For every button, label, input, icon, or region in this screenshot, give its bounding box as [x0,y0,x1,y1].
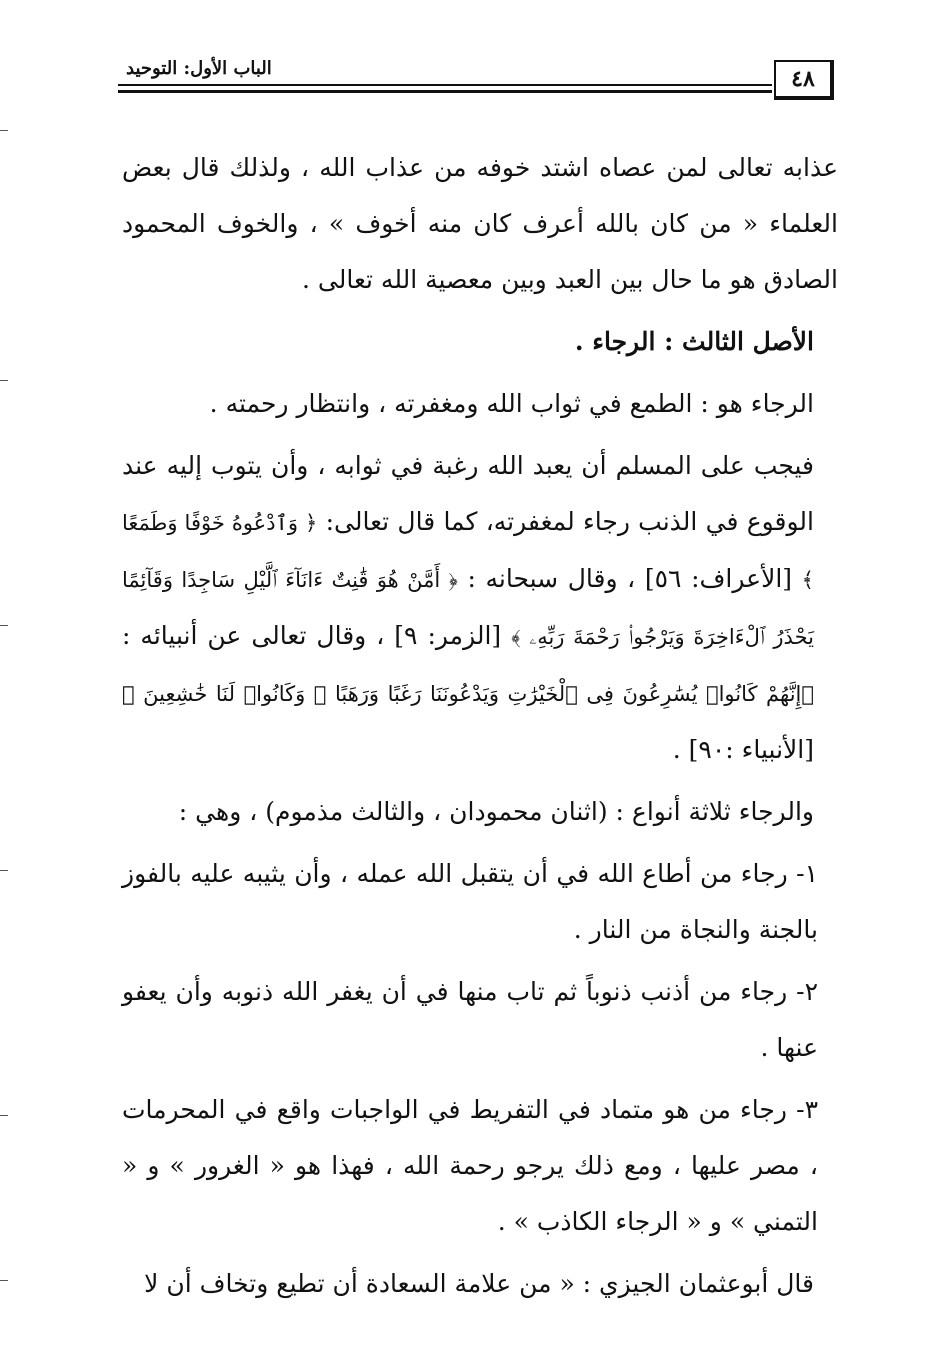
margin-mark [0,130,8,131]
margin-mark [0,625,8,626]
paragraph-hope-types: والرجاء ثلاثة أنواع : (اثنان محمودان ، والثالث مذموم) ، وهي : [178,797,814,826]
page-header [118,54,842,104]
verse-reference: [الزمر: ٩] ، وقال تعالى عن أنبيائه : [122,621,502,650]
paragraph-hope-evidence [122,438,838,778]
header-rule-thin [118,84,772,86]
quran-verse: ﴿ أَمَّنْ هُوَ قَٰنِتٌ ءَانَآءَ ٱلَّيْلِ سَاجِدًا وَقَآئِمًا يَحْذَرُ ٱلْءَاخِرَةَ وَيَرْجُوا۟ رَحْمَةَ رَبِّهِۦ ﴾ [122,568,814,649]
verse-reference: [الأنبياء :٩٠] . [672,735,814,764]
quran-verse: ﴿ وَٱدْعُوهُ خَوْفًا وَطَمَعًا ﴾ [122,511,814,592]
verse-reference: [الأعراف: ٥٦] ، وقال سبحانه : [467,564,793,593]
margin-mark [0,870,8,871]
list-item: ٢- رجاء من أذنب ذنوباً ثم تاب منها في أن يغفر الله ذنوبه وأن يعفو عنها . [122,977,818,1062]
paragraph-hope-definition: الرجاء هو : الطمع في ثواب الله ومغفرته ، وانتظار رحمته . [209,389,814,418]
quran-verse: ﴿إِنَّهُمْ كَانُوا۟ يُسَٰرِعُونَ فِى ٱلْخَيْرَٰتِ وَيَدْعُونَنَا رَغَبًا وَرَهَبًا ۖ وَكَانُوا۟ لَنَا خَٰشِعِينَ ﴾ [122,682,814,706]
section-heading-hope: الأصل الثالث : الرجاء . [574,327,814,356]
margin-mark [0,1280,8,1281]
header-rule-thick [118,90,772,93]
list-item: ٣- رجاء من هو متماد في التفريط في الواجبات واقع في المحرمات ، مصر عليها ، ومع ذلك يرجو رحمة الله ، فهذا هو « الغرور » و « التمني » و « الرجاء الكاذب » . [122,1095,818,1236]
text-segment: فيجب على المسلم أن يعبد الله رغبة في ثوابه ، وأن يتوب إليه عند الوقوع في الذنب رجاء لمغفرته، كما قال تعالى: [122,451,814,536]
paragraph-quote: قال أبوعثمان الجيزي : « من علامة السعادة أن تطيع وتخاف أن لا [144,1269,814,1298]
margin-mark [0,380,8,381]
chapter-title: الباب الأول: التوحيد [126,58,272,79]
paragraph-fear-continued: عذابه تعالى لمن عصاه اشتد خوفه من عذاب الله ، ولذلك قال بعض العلماء « من كان بالله أعرف كان منه أخوف » ، والخوف المحمود الصادق هو ما حال بين العبد وبين معصية الله تعالى . [122,153,838,294]
list-item: ١- رجاء من أطاع الله في أن يتقبل الله عمله ، وأن يثيبه عليه بالفوز بالجنة والنجاة من النار . [122,859,818,944]
margin-mark [0,1115,8,1116]
page-body [122,140,838,1318]
page-number: ٤٨ [774,60,834,100]
